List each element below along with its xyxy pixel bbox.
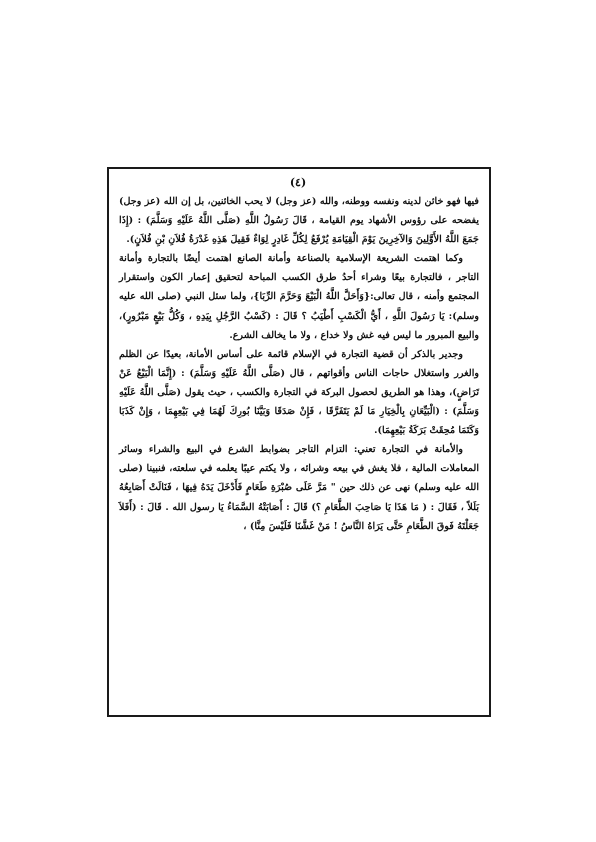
paragraph-1: فيها فهو خائن لدينه ونفسه ووطنه، والله (عز وجل) لا يحب الخائنين، بل إن الله (عز وجل) يفضحه على رؤوس الأشهاد يوم القيامة ، قَالَ رَسُولُ اللَّهِ (صَلَّى اللَّهُ عَلَيْهِ وَسَلَّمَ) : (إِذَا جَمَعَ اللَّهُ الأَوَّلِينَ وَالآخِرِينَ يَوْمَ الْقِيَامَةِ يُرْفَعُ لِكُلِّ غَادِرٍ لِوَاءٌ فَقِيلَ هَذِهِ غَدْرَةُ فُلاَنِ بْنِ فُلاَنٍ).	[119, 196, 479, 246]
page-number: (٤)	[289, 176, 307, 189]
document-body	[119, 192, 479, 536]
paragraph-3: وجدير بالذكر أن قضية التجارة في الإسلام قائمة على أساس الأمانة، بعيدًا عن الظلم والغرر واستغلال حاجات الناس وأقواتهم ، قال (صَلَّى اللَّهُ عَلَيْهِ وَسَلَّمَ) : (إِنَّمَا الْبَيْعُ عَنْ تَرَاضٍ)، وهذا هو الطريق لحصول البركة في التجارة والكسب ، حيث يقول (صَلَّى اللَّهُ عَلَيْهِ وَسَلَّمَ) : (الْبَيِّعَانِ بِالْخِيَارِ مَا لَمْ يَتَفَرَّقَا ، فَإِنْ صَدَقَا وَبَيَّنَا بُورِكَ لَهُمَا فِي بَيْعِهِمَا ، وَإِنْ كَذَبَا وَكَتَمَا مُحِقَتْ بَرَكَةُ بَيْعِهِمَا).	[119, 348, 479, 437]
paragraph-4: والأمانة في التجارة تعني: التزام التاجر بضوابط الشرع في البيع والشراء وسائر المعاملات المالية ، فلا يغش في بيعه وشرائه ، ولا يكتم عيبًا يعلمه في سلعته، فنبينا (صلى الله عليه وسلم) نهى عن ذلك حين " مَرَّ عَلَى صُبْرَةِ طَعَامٍ فَأَدْخَلَ يَدَهُ فِيهَا ، فَنَالَتْ أَصَابِعُهُ بَلَلاً ، فَقَالَ : ( مَا هَذَا يَا صَاحِبَ الطَّعَامِ ؟) قَالَ : أَصَابَتْهُ السَّمَاءُ يَا رسول الله . قَالَ : (أَفَلاَ جَعَلْتَهُ فَوقَ الطَّعَامِ حَتَّى يَرَاهُ النَّاسُ ! مَنْ غَشَّنَا فَلَيْسَ مِنَّا) ،	[119, 444, 479, 532]
paragraph-2: وكما اهتمت الشريعة الإسلامية بالصناعة وأمانة الصانع اهتمت أيضًا بالتجارة وأمانة التاجر ، فالتجارة بيعًا وشراء أحدُ طرق الكسب المباحة لتحقيق إعمار الكون واستقرار المجتمع وأمنه ، قال تعالى:{وَأَحَلَّ اللَّهُ الْبَيْعَ وَحَرَّمَ الرِّبَا}، ولما سئل النبي (صلى الله عليه وسلم): يَا رَسُولَ اللَّهِ ، أَيُّ الْكَسْبِ أَطْيَبُ ؟ قَالَ : (كَسْبُ الرَّجُلِ بِيَدِهِ ، وَكُلُّ بَيْعٍ مَبْرُورٍ)، والبيع المبرور ما ليس فيه غش ولا خداع ، ولا ما يخالف الشرع.	[119, 253, 479, 341]
